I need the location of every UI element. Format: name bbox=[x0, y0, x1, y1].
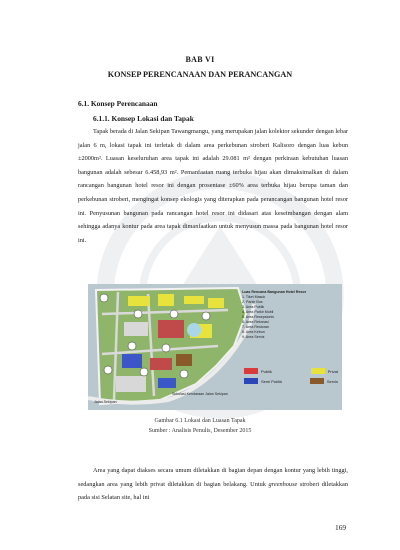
body-paragraph-1: Tapak berada di Jalan Sekipan Tawangmangu, yang merupakan jalan kolektor sekunder dengan lebar jalan 6 m, lokasi tapak ini terletak di dalam area perkebunan stroberi Kalisoro dengan luas kebun ±2000m². Luasan keseluruhan area tapak ini adalah 29.081 m² dengan perkiraan kebutuhan luasan bangunan adalah sebesar 6.458,93 m². Pemanfaatan ruang terbuka hijau akan dimaksimalkan di dalam rancangan bangunan hotel resor ini dengan prosentase ±60% area terbuka hijau berupa taman dan perkebunan stroberi, mengingat konsep ekologis yang diterapkan pada perancangan bangunan hotel resor ini. Penyusunan bangunan pada rancangan hotel resor ini didasari atas keseimbangan dengan alam sehingga adanya kontur pada area tapak dimanfaatkan untuk menyusun massa pada bangunan hotel resor ini. bbox=[78, 128, 348, 244]
building-mass bbox=[124, 322, 148, 336]
map-legend bbox=[242, 290, 338, 340]
legend-item: 6. Area Rekreasi bbox=[242, 320, 269, 324]
legend-item: 4. Area Parkir Mobil bbox=[242, 310, 274, 314]
building-mass bbox=[176, 354, 192, 366]
chapter-heading: BAB VI bbox=[185, 55, 215, 64]
zone-label-privat: Privat bbox=[327, 368, 338, 374]
semi-publik-swatch bbox=[244, 378, 258, 384]
site-plan-figure bbox=[88, 284, 342, 410]
figure-source: Sumber : Analisis Penulis, Desember 2015 bbox=[148, 428, 252, 434]
figure-caption: Gambar 6.1 Lokasi dan Luasan Tapak bbox=[154, 418, 246, 424]
building-mass bbox=[208, 298, 224, 308]
italic-term: greenhouse bbox=[268, 480, 298, 488]
building-mass bbox=[184, 296, 204, 304]
pool bbox=[187, 323, 201, 337]
zone-key bbox=[244, 368, 338, 384]
building-mass bbox=[158, 378, 176, 388]
building-mass bbox=[150, 358, 172, 370]
servis-swatch bbox=[310, 378, 324, 384]
building-mass bbox=[122, 354, 142, 368]
section-heading: 6.1. Konsep Perencanaan bbox=[78, 99, 158, 108]
legend-item: 1. Tiket Masuk bbox=[242, 295, 266, 299]
body-paragraph-2: Area yang dapat diakses secara umum diletakkan di bagian depan dengan kontur yang lebih tinggi, sedangkan area yang lebih privat diletakkan di bagian belakang. Untuk greenhouse stroberi diletakkan pada sisi Selatan site, hal ini bbox=[78, 467, 348, 502]
zone-label-servis: Servis bbox=[326, 378, 338, 384]
legend-item: 2. Parkir Bus bbox=[242, 300, 263, 304]
building-mass bbox=[158, 294, 174, 306]
building-mass bbox=[158, 320, 184, 338]
legend-item: 9. Area Servis bbox=[242, 335, 265, 339]
entrance-label: Sirkulasi Kendaraan Jalan Sekipan bbox=[172, 392, 228, 396]
zone-label-publik: Publik bbox=[261, 368, 272, 374]
legend-item: 8. Area Kebun bbox=[242, 330, 265, 334]
road-label: Jalan Sekipan bbox=[94, 400, 117, 404]
privat-swatch bbox=[311, 368, 325, 374]
legend-item: 5. Area Resepsionis bbox=[242, 315, 274, 319]
chapter-title: KONSEP PERENCANAAN DAN PERANCANGAN bbox=[107, 70, 293, 79]
legend-item: 7. Area Restoran bbox=[242, 325, 269, 329]
subsection-heading: 6.1.1. Konsep Lokasi dan Tapak bbox=[93, 114, 194, 123]
page-number: 169 bbox=[335, 523, 347, 532]
building-mass bbox=[128, 296, 150, 306]
building-mass bbox=[116, 376, 146, 392]
publik-swatch bbox=[244, 368, 258, 374]
legend-title: Luas Rencana Bangunan Hotel Resor bbox=[242, 290, 307, 294]
legend-item: 3. Area Publik bbox=[242, 305, 265, 309]
zone-label-semi-publik: Semi Publik bbox=[261, 378, 283, 384]
